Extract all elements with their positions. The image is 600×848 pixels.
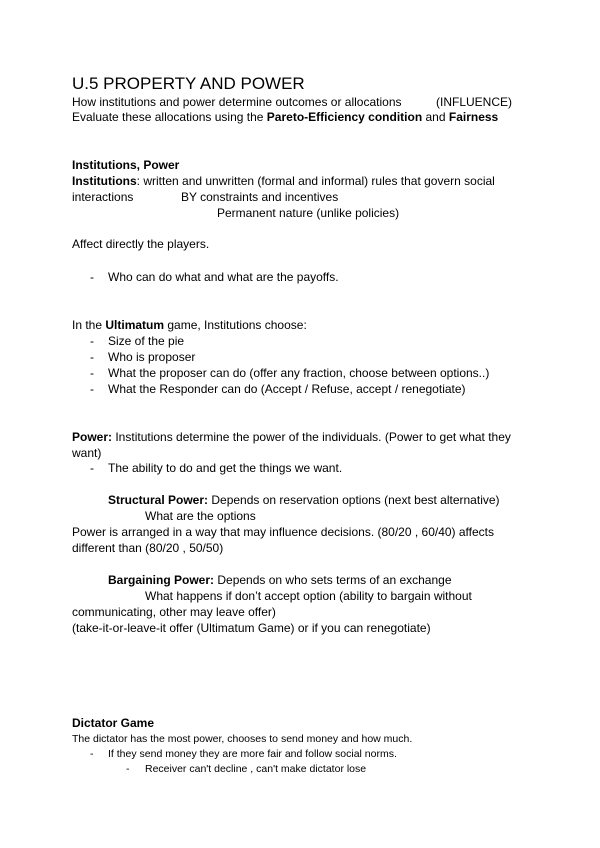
institutions-def-cont: interactions — [72, 190, 134, 204]
bargaining-cont: communicating, other may leave offer) — [72, 605, 276, 619]
institutions-permanent: Permanent nature (unlike policies) — [217, 206, 400, 220]
bargaining-power: Bargaining Power: Depends on who sets terms of an exchange — [108, 573, 452, 587]
bullet-dash: - — [90, 350, 94, 364]
bullet-dash: - — [90, 366, 94, 380]
bullet-dash: - — [90, 334, 94, 348]
institutions-definition — [72, 174, 495, 189]
dictator-line-1: The dictator has the most power, chooses to send money and how much. — [72, 733, 413, 745]
power-bullet: The ability to do and get the things we want. — [108, 461, 343, 475]
affect-players: Affect directly the players. — [72, 237, 210, 251]
intro-fairness-term: Fairness — [448, 110, 499, 124]
page-title: U.5 PROPERTY AND POWER — [72, 74, 305, 93]
institutions-term: Institutions — [72, 174, 137, 188]
section-heading-institutions: Institutions, Power — [72, 158, 180, 172]
power-term: Power: — [72, 430, 113, 444]
section-heading-dictator: Dictator Game — [72, 716, 155, 730]
institutions-bullet: Who can do what and what are the payoffs. — [108, 270, 339, 284]
bullet-dash: - — [90, 270, 94, 284]
bargaining-last: (take-it-or-leave-it offer (Ultimatum Game) or if you can renegotiate) — [72, 621, 431, 635]
intro-influence-tag: (INFLUENCE) — [436, 95, 513, 109]
structural-power: Structural Power: Depends on reservation options (next best alternative) — [108, 493, 500, 507]
intro-line-2 — [72, 110, 498, 125]
ultimatum-term: Ultimatum — [105, 318, 165, 332]
dictator-bullet-2: Receiver can't decline , can't make dictator lose — [145, 763, 367, 775]
bargaining-sub: What happens if don’t accept option (ability to bargain without — [145, 589, 472, 603]
bullet-dash: - — [90, 382, 94, 396]
ultimatum-item: What the proposer can do (offer any fraction, choose between options..) — [108, 366, 490, 380]
power-arranged-2: different than (80/20 , 50/50) — [72, 541, 224, 555]
structural-sub: What are the options — [145, 509, 256, 523]
dictator-bullet-1: If they send money they are more fair and follow social norms. — [108, 748, 397, 760]
ultimatum-item: What the Responder can do (Accept / Refuse, accept / renegotiate) — [108, 382, 466, 396]
power-def-cont: want) — [72, 446, 102, 460]
power-definition: Power: Institutions determine the power of the individuals. (Power to get what they — [72, 430, 511, 444]
intro-line-2-mid: and — [422, 110, 449, 124]
bullet-dash: - — [90, 461, 94, 475]
institutions-by-constraints: BY constraints and incentives — [181, 190, 339, 204]
intro-line-2-pre: Evaluate these allocations using the — [72, 110, 267, 124]
structural-power-term: Structural Power: — [108, 493, 209, 507]
ultimatum-item: Size of the pie — [108, 334, 185, 348]
ultimatum-intro: In the Ultimatum game, Institutions choose: — [72, 318, 307, 332]
intro-pareto-term: Pareto-Efficiency condition — [266, 110, 423, 124]
bargaining-power-term: Bargaining Power: — [108, 573, 215, 587]
bullet-dash: - — [90, 748, 94, 760]
power-arranged-1: Power is arranged in a way that may influence decisions. (80/20 , 60/40) affects — [72, 525, 495, 539]
ultimatum-item: Who is proposer — [108, 350, 196, 364]
bullet-dash: - — [126, 763, 130, 775]
intro-line-1: How institutions and power determine outcomes or allocations — [72, 95, 402, 109]
institutions-def-text: : written and unwritten (formal and informal) rules that govern social — [136, 174, 495, 188]
